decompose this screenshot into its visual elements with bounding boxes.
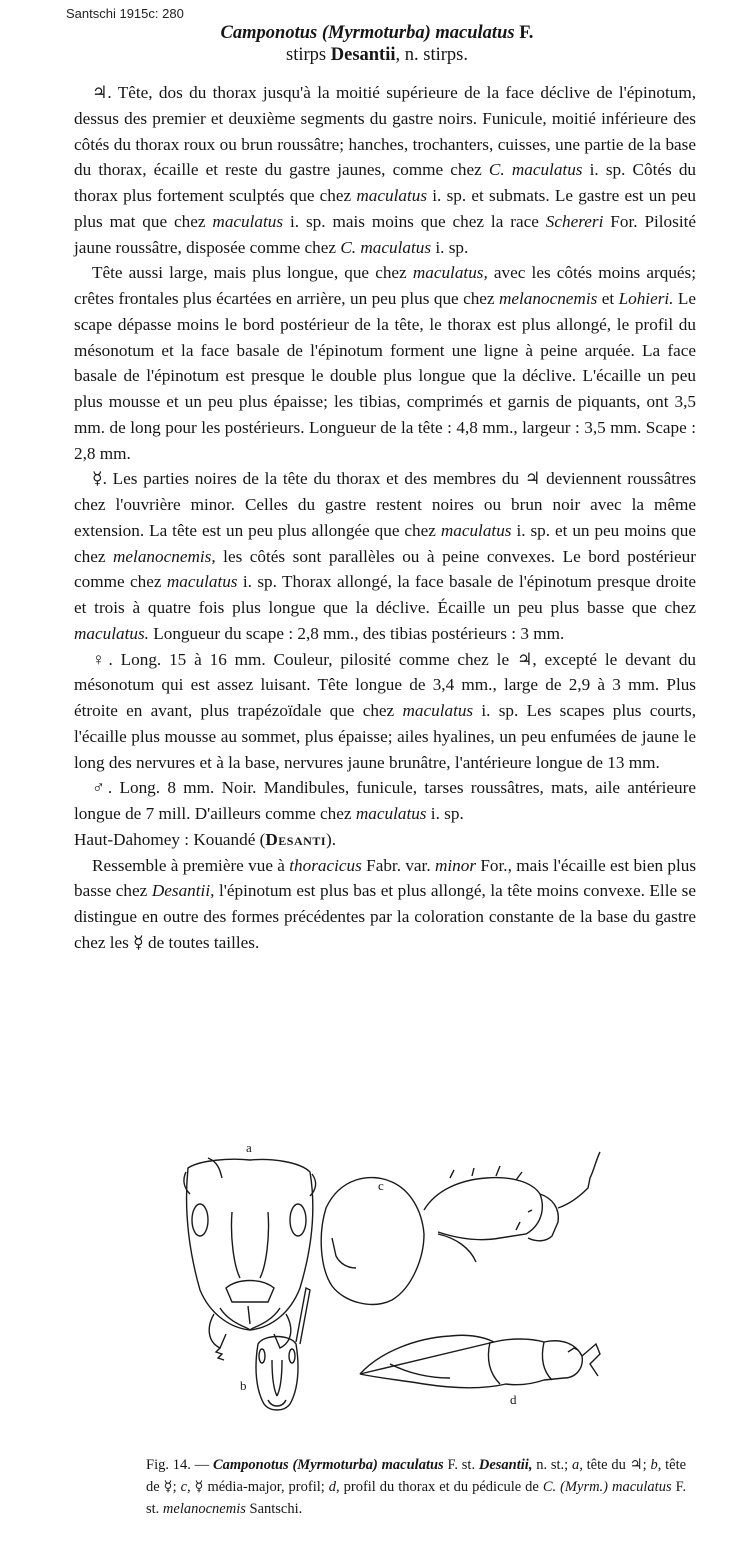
paragraph-comparison: Ressemble à première vue à thoracicus Fabr. var. minor For., mais l'écaille est bien plus basse chez Desantii, l'épinotum est plus bas et plus allongé, la tête moins convexe. Elle se distingue en outre des formes précédentes par la coloration constante de la base du gastre chez les ☿ de toutes tailles. xyxy=(74,855,697,952)
title-line-1 xyxy=(0,22,754,44)
figure-a-head-major xyxy=(184,1158,316,1360)
figure-label-c: c xyxy=(378,1178,384,1193)
paragraph-worker-minor: ☿. Les parties noires de la tête du thorax et des membres du ♃ deviennent roussâtres chez l'ouvrière minor. Celles du gastre restent noires ou brun noir avec la même extension. La tête est un peu plus allongée que chez maculatus i. sp. et un peu moins que chez melanocnemis, les côtés sont parallèles ou à peine convexes. Le bord postérieur comme chez maculatus i. sp. Thorax allongé, la face basale de l'épinotum presque droite et trois à quatre fois plus longue que la déclive. Écaille un peu plus basse que chez maculatus. Longueur du scape : 2,8 mm., des tibias postérieurs : 3 mm. xyxy=(74,469,697,643)
worker-symbol: ☿ xyxy=(92,469,103,489)
figure-c-profile xyxy=(321,1152,600,1304)
figure-drawing xyxy=(160,1138,640,1418)
figure-caption: Fig. 14. — Camponotus (Myrmoturba) maculatus F. st. Desantii, n. st.; a, tête du ♃; b, tête de ☿; c, ☿ média-major, profil; d, profil du thorax et du pédicule de C. (Myrm.) maculatus F. st. melanocnemis Santschi. xyxy=(146,1457,687,1517)
title-subgenus: (Myrmoturba) xyxy=(321,23,431,43)
header-reference: Santschi 1915c: 280 xyxy=(66,6,184,21)
worker-major-symbol-inline-2: ♃ xyxy=(516,649,533,669)
collector-name: Desanti xyxy=(265,829,326,849)
paragraph-locality: Haut-Dahomey : Kouandé (Desanti). xyxy=(74,829,337,849)
figure-label-d: d xyxy=(510,1392,517,1407)
paragraph-male: ♂. Long. 8 mm. Noir. Mandibules, funicule, tarses roussâtres, mats, aile antérieure longue de 7 mill. D'ailleurs comme chez maculatus i. sp. xyxy=(74,778,696,823)
figure-14 xyxy=(160,1138,640,1418)
title-line-2 xyxy=(0,44,754,66)
title-species: maculatus xyxy=(435,23,515,43)
title-genus: Camponotus xyxy=(220,23,318,43)
female-symbol: ♀ xyxy=(92,649,109,669)
title-stirps-prefix: stirps xyxy=(286,45,327,65)
worker-symbol-inline: ☿ xyxy=(133,932,144,952)
title-stirps-suffix: , n. stirps. xyxy=(395,45,468,65)
body-text xyxy=(74,80,696,956)
page-title xyxy=(0,22,754,66)
male-symbol: ♂ xyxy=(92,778,108,798)
caption-fig-number: Fig. 14. — xyxy=(146,1457,210,1473)
figure-b-head-minor xyxy=(256,1288,310,1410)
figure-d-profile xyxy=(360,1335,600,1388)
worker-major-symbol: ♃ xyxy=(92,83,108,102)
paragraph-female: ♀. Long. 15 à 16 mm. Couleur, pilosité comme chez le ♃, excepté le devant du mésonotum qui est assez luisant. Tête longue de 3,4 mm., large de 2,9 à 3 mm. Plus étroite en avant, plus trapézoïdale que chez maculatus i. sp. Les scapes plus courts, l'écaille plus mousse au sommet, plus épaisse; ailes hyalines, un peu enfumées de jaune le long des nervures et à la base, nervures jaune brunâtre, l'antérieure longue de 13 mm. xyxy=(74,649,697,772)
title-stirps-name: Desantii xyxy=(330,45,396,65)
paragraph-head-description: Tête aussi large, mais plus longue, que chez maculatus, avec les côtés moins arqués; crêtes frontales plus écartées en arrière, un peu plus que chez melanocnemis et Lohieri. Le scape dépasse moins le bord postérieur de la tête, le thorax est plus allongé, le profil du mésonotum et la face basale de l'épinotum forment une ligne à peine arquée. La face basale de l'épinotum est presque le double plus longue que la déclive. L'écaille un peu plus mousse et un peu plus épaisse; les tibias, comprimés et garnis de piquants, ont 3,5 mm. de long pour les postérieurs. Longueur de la tête : 4,8 mm., largeur : 3,5 mm. Scape : 2,8 mm. xyxy=(74,263,697,463)
figure-label-b: b xyxy=(240,1378,247,1393)
paragraph-worker-major: ♃. Tête, dos du thorax jusqu'à la moitié supérieure de la face déclive de l'épinotum, dessus des premier et deuxième segments du gastre noirs. Funicule, moitié inférieure des côtés du thorax roux ou brun roussâtre; hanches, trochanters, cuisses, une partie de la base du thorax, écaille et reste du gastre jaunes, comme chez C. maculatus i. sp. Côtés du thorax plus fortement sculptés que chez maculatus i. sp. et submats. Le gastre est un peu plus mat que chez maculatus i. sp. mais moins que chez la race Schereri For. Pilosité jaune roussâtre, disposée comme chez C. maculatus i. sp. xyxy=(74,83,697,257)
title-author: F. xyxy=(519,23,534,43)
worker-major-symbol-inline: ♃ xyxy=(524,469,541,489)
figure-label-a: a xyxy=(246,1140,252,1155)
